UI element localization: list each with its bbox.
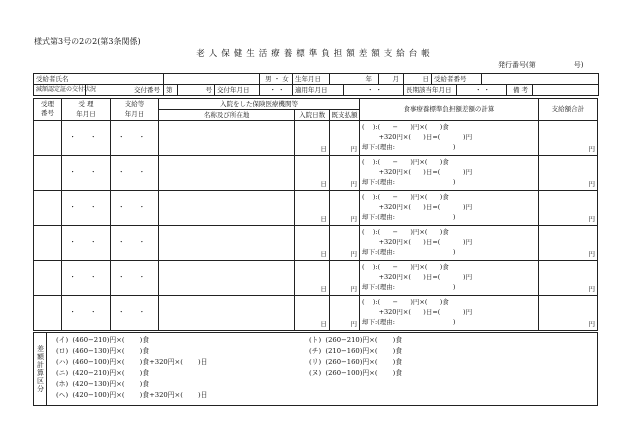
- total-cell[interactable]: 円: [538, 120, 597, 155]
- days-header: 入院日数: [295, 110, 330, 121]
- calc-category-right-item: (ヌ) (260−100)円×( )食: [309, 369, 403, 377]
- reduction-cert-status-label: 減額認定証の交付状況: [34, 85, 86, 96]
- hospital-name-cell[interactable]: [159, 155, 295, 190]
- issue-date-label: 交付年月日: [215, 85, 260, 96]
- paid-cell[interactable]: 円: [329, 120, 359, 155]
- hospital-name-cell[interactable]: [159, 295, 295, 330]
- long-term-date-field[interactable]: ・ ・: [457, 85, 507, 96]
- accept-number-cell[interactable]: [34, 155, 62, 190]
- accept-date-cell[interactable]: ・ ・: [61, 120, 110, 155]
- payment-date-cell[interactable]: ・ ・: [111, 155, 159, 190]
- accept-date-cell[interactable]: ・ ・: [61, 295, 110, 330]
- calc-line-meals: ( ):( − )円×( )食: [362, 157, 449, 166]
- accept-number-cell[interactable]: [34, 225, 62, 260]
- calc-category-side-text: 差額計算区分: [36, 345, 45, 393]
- birth-date-label: 生年月日: [293, 74, 330, 85]
- payment-date-cell[interactable]: ・ ・: [111, 295, 159, 330]
- recipient-number-field[interactable]: [482, 74, 599, 85]
- applied-date-field[interactable]: ・ ・: [344, 85, 404, 96]
- calc-cell[interactable]: [360, 190, 539, 225]
- calc-cell[interactable]: [360, 225, 539, 260]
- ledger-row: [34, 295, 598, 330]
- ledger-table: [33, 98, 598, 331]
- paid-cell[interactable]: 円: [329, 295, 359, 330]
- issue-number-label: 交付番号: [86, 85, 164, 96]
- recipient-row-2: [34, 85, 599, 96]
- recipient-name-label: 受給者氏名: [34, 74, 164, 85]
- accept-date-cell[interactable]: ・ ・: [61, 225, 110, 260]
- calc-category-left-item: (ハ) (460−100)円×( )食+320円×( )日: [56, 358, 208, 366]
- sex-selector[interactable]: 男 ・ 女: [260, 74, 293, 85]
- accept-number-cell[interactable]: [34, 120, 62, 155]
- payment-header: 支給等: [111, 99, 159, 110]
- birth-day-field[interactable]: 日: [404, 74, 432, 85]
- recipient-header-table: [33, 73, 599, 96]
- issue-number-go[interactable]: 号: [178, 85, 215, 96]
- calc-category-right-item: (ト) (260−210)円×( )食: [309, 336, 403, 344]
- accept-number-cell[interactable]: [34, 260, 62, 295]
- days-cell[interactable]: 日: [295, 155, 330, 190]
- calc-category-left-item: (ホ) (420−130)円×( )食: [56, 380, 150, 388]
- ledger-row: [34, 155, 598, 190]
- recipient-row-1: [34, 74, 599, 85]
- hospital-name-cell[interactable]: [159, 225, 295, 260]
- calc-line-rejection: 却下:(理由: ): [362, 282, 456, 291]
- calc-category-right-item: (チ) (210−160)円×( )食: [309, 347, 403, 355]
- issue-number-suffix: 号): [573, 61, 584, 69]
- accept-date-cell[interactable]: ・ ・: [61, 190, 110, 225]
- calc-line-rejection: 却下:(理由: ): [362, 212, 456, 221]
- accept-header: 受 理: [61, 99, 110, 110]
- hospital-name-cell[interactable]: [159, 120, 295, 155]
- remarks-field[interactable]: [533, 85, 599, 96]
- calc-line-meals: ( ):( − )円×( )食: [362, 262, 449, 271]
- birth-year-field[interactable]: 年: [330, 74, 379, 85]
- hospital-name-cell[interactable]: [159, 190, 295, 225]
- remarks-label: 備 考: [507, 85, 533, 96]
- payment-date-cell[interactable]: ・ ・: [111, 190, 159, 225]
- calc-line-meals: ( ):( − )円×( )食: [362, 192, 449, 201]
- calc-line-meals: ( ):( − )円×( )食: [362, 297, 449, 306]
- name-address-header: 名称及び所在地: [159, 110, 295, 121]
- issue-number-field: [498, 62, 583, 69]
- calc-category-side-label: [34, 333, 47, 405]
- issue-date-field[interactable]: ・ ・: [260, 85, 293, 96]
- calc-line-days: +320円×( )日=( )円: [362, 167, 473, 176]
- payment-date-header: 年月日: [111, 110, 159, 121]
- recipient-name-field[interactable]: [164, 74, 260, 85]
- hospital-name-cell[interactable]: [159, 260, 295, 295]
- recipient-number-label: 受給者番号: [432, 74, 482, 85]
- paid-header: 既支払額: [329, 110, 359, 121]
- hospital-header: 入院をした保険医療機関等: [159, 99, 360, 110]
- calc-line-rejection: 却下:(理由: ): [362, 247, 456, 256]
- calc-line-rejection: 却下:(理由: ): [362, 142, 456, 151]
- birth-month-field[interactable]: 月: [379, 74, 404, 85]
- calc-header: 食事療養標準負担額差額の計算: [360, 99, 539, 121]
- calc-line-days: +320円×( )日=( )円: [362, 237, 473, 246]
- accept-number-cell[interactable]: [34, 295, 62, 330]
- calc-line-days: +320円×( )日=( )円: [362, 202, 473, 211]
- issue-number-dai: 第: [164, 85, 178, 96]
- accept-date-cell[interactable]: ・ ・: [61, 155, 110, 190]
- total-cell[interactable]: 円: [538, 155, 597, 190]
- accept-date-header: 年月日: [61, 110, 110, 121]
- total-cell[interactable]: 円: [538, 295, 597, 330]
- accept-number-cell[interactable]: [34, 190, 62, 225]
- calc-line-days: +320円×( )日=( )円: [362, 132, 473, 141]
- total-header: 支給額合計: [538, 99, 597, 121]
- applied-date-label: 適用年月日: [293, 85, 344, 96]
- calc-cell[interactable]: [360, 260, 539, 295]
- ledger-row: [34, 120, 598, 155]
- issue-number-prefix: 発行番号(第: [498, 61, 536, 69]
- ledger-row: [34, 190, 598, 225]
- days-cell[interactable]: 日: [295, 190, 330, 225]
- days-cell[interactable]: 日: [295, 295, 330, 330]
- calc-category-left-item: (ヘ) (420−100)円×( )食+320円×( )日: [56, 391, 208, 399]
- calc-category-left-item: (ニ) (420−210)円×( )食: [56, 369, 150, 377]
- calc-cell[interactable]: [360, 295, 539, 330]
- paid-cell[interactable]: 円: [329, 190, 359, 225]
- total-cell[interactable]: 円: [538, 190, 597, 225]
- form-number-label: 様式第3号の2の2(第3条関係): [34, 37, 141, 46]
- days-cell[interactable]: 日: [295, 120, 330, 155]
- calc-category-left-item: (ロ) (460−130)円×( )食: [56, 347, 150, 355]
- ledger-header-row-1: [34, 99, 598, 110]
- calc-line-days: +320円×( )日=( )円: [362, 272, 473, 281]
- document-title: 老人保健生活療養標準負担額差額支給台帳: [196, 49, 434, 59]
- ledger-body: [34, 120, 598, 330]
- calc-line-rejection: 却下:(理由: ): [362, 177, 456, 186]
- paid-cell[interactable]: 円: [329, 225, 359, 260]
- ledger-row: [34, 260, 598, 295]
- long-term-date-label: 長期該当年月日: [404, 85, 457, 96]
- total-cell[interactable]: 円: [538, 260, 597, 295]
- payment-date-cell[interactable]: ・ ・: [111, 225, 159, 260]
- calc-line-days: +320円×( )日=( )円: [362, 307, 473, 316]
- total-cell[interactable]: 円: [538, 225, 597, 260]
- calc-line-meals: ( ):( − )円×( )食: [362, 227, 449, 236]
- accept-date-cell[interactable]: ・ ・: [61, 260, 110, 295]
- accept-number-header: 受理 番号: [34, 99, 62, 121]
- calc-line-meals: ( ):( − )円×( )食: [362, 122, 449, 131]
- calc-category-right-item: (リ) (260−160)円×( )食: [309, 358, 403, 366]
- paid-cell[interactable]: 円: [329, 155, 359, 190]
- calc-line-rejection: 却下:(理由: ): [362, 317, 456, 326]
- days-cell[interactable]: 日: [295, 260, 330, 295]
- paid-cell[interactable]: 円: [329, 260, 359, 295]
- payment-date-cell[interactable]: ・ ・: [111, 120, 159, 155]
- calc-category-box: [33, 332, 598, 406]
- days-cell[interactable]: 日: [295, 225, 330, 260]
- calc-cell[interactable]: [360, 120, 539, 155]
- calc-category-left-item: (イ) (460−210)円×( )食: [56, 336, 150, 344]
- ledger-row: [34, 225, 598, 260]
- calc-cell[interactable]: [360, 155, 539, 190]
- payment-date-cell[interactable]: ・ ・: [111, 260, 159, 295]
